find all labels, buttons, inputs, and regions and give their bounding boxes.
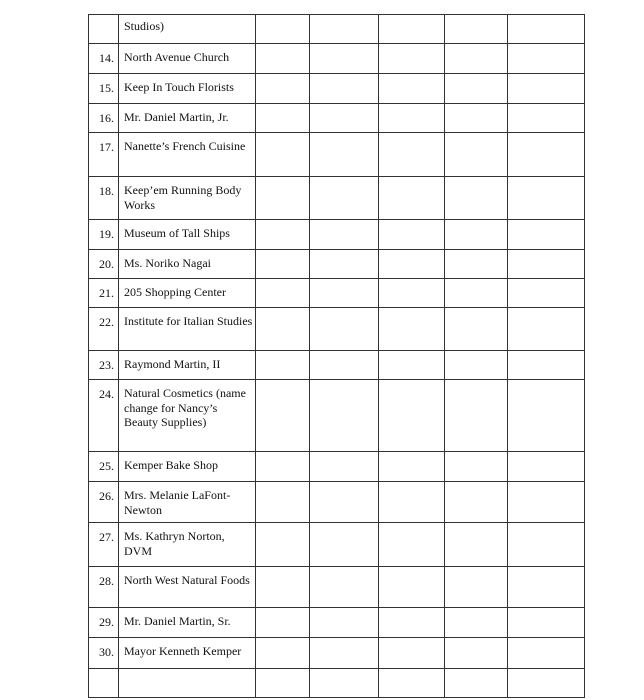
blank-cell	[508, 15, 585, 44]
blank-cell	[379, 133, 445, 177]
blank-cell	[310, 669, 379, 698]
blank-cell	[310, 608, 379, 638]
row-number: 20.	[89, 250, 119, 279]
blank-cell	[445, 351, 508, 380]
blank-cell	[508, 177, 585, 220]
entry-name: Mr. Daniel Martin, Sr.	[119, 608, 256, 638]
blank-cell	[508, 44, 585, 74]
blank-cell	[508, 638, 585, 669]
blank-cell	[256, 452, 310, 482]
blank-cell	[379, 482, 445, 523]
blank-cell	[256, 482, 310, 523]
blank-cell	[379, 638, 445, 669]
row-number: 23.	[89, 351, 119, 380]
blank-cell	[310, 104, 379, 133]
row-number: 14.	[89, 44, 119, 74]
table-row	[89, 351, 585, 380]
row-number: 24.	[89, 380, 119, 452]
blank-cell	[256, 380, 310, 452]
blank-cell	[379, 452, 445, 482]
blank-cell	[379, 15, 445, 44]
table-row	[89, 638, 585, 669]
blank-cell	[508, 220, 585, 250]
blank-cell	[445, 220, 508, 250]
row-number: 22.	[89, 308, 119, 351]
blank-cell	[445, 250, 508, 279]
blank-cell	[445, 482, 508, 523]
row-number: 26.	[89, 482, 119, 523]
blank-cell	[310, 15, 379, 44]
blank-cell	[310, 74, 379, 104]
row-number: 18.	[89, 177, 119, 220]
blank-cell	[379, 220, 445, 250]
blank-cell	[508, 250, 585, 279]
blank-cell	[445, 608, 508, 638]
entry-name: Keep In Touch Florists	[119, 74, 256, 104]
entry-name: 205 Shopping Center	[119, 279, 256, 308]
blank-cell	[379, 279, 445, 308]
entry-name: Kemper Bake Shop	[119, 452, 256, 482]
row-number: 15.	[89, 74, 119, 104]
blank-cell	[379, 44, 445, 74]
blank-cell	[310, 308, 379, 351]
blank-cell	[256, 669, 310, 698]
blank-cell	[310, 380, 379, 452]
blank-cell	[256, 279, 310, 308]
blank-cell	[379, 608, 445, 638]
row-number: 19.	[89, 220, 119, 250]
blank-cell	[310, 452, 379, 482]
blank-cell	[445, 133, 508, 177]
table-row	[89, 279, 585, 308]
blank-cell	[310, 523, 379, 567]
entry-name: Institute for Italian Studies	[119, 308, 256, 351]
table-row	[89, 452, 585, 482]
table-row	[89, 74, 585, 104]
blank-cell	[445, 44, 508, 74]
blank-cell	[379, 380, 445, 452]
blank-cell	[445, 669, 508, 698]
row-number	[89, 15, 119, 44]
blank-cell	[379, 523, 445, 567]
blank-cell	[256, 177, 310, 220]
entry-name: Nanette’s French Cuisine	[119, 133, 256, 177]
blank-cell	[379, 177, 445, 220]
blank-cell	[256, 608, 310, 638]
blank-cell	[445, 279, 508, 308]
blank-cell	[445, 523, 508, 567]
blank-cell	[310, 44, 379, 74]
row-number: 25.	[89, 452, 119, 482]
blank-cell	[379, 567, 445, 608]
blank-cell	[379, 250, 445, 279]
table-row	[89, 669, 585, 698]
row-number: 17.	[89, 133, 119, 177]
blank-cell	[445, 308, 508, 351]
blank-cell	[445, 567, 508, 608]
blank-cell	[256, 308, 310, 351]
entry-name: Keep’em Running Body Works	[119, 177, 256, 220]
row-number: 29.	[89, 608, 119, 638]
entry-name: Mr. Daniel Martin, Jr.	[119, 104, 256, 133]
blank-cell	[256, 220, 310, 250]
blank-cell	[508, 452, 585, 482]
entry-name: Ms. Noriko Nagai	[119, 250, 256, 279]
table-row	[89, 482, 585, 523]
blank-cell	[508, 669, 585, 698]
blank-cell	[445, 15, 508, 44]
blank-cell	[256, 523, 310, 567]
blank-cell	[310, 567, 379, 608]
blank-cell	[256, 44, 310, 74]
filing-table	[88, 14, 585, 698]
blank-cell	[379, 104, 445, 133]
entry-name	[119, 669, 256, 698]
blank-cell	[379, 351, 445, 380]
blank-cell	[508, 308, 585, 351]
table-row	[89, 177, 585, 220]
table-row	[89, 250, 585, 279]
table-row	[89, 44, 585, 74]
blank-cell	[256, 104, 310, 133]
table-row	[89, 608, 585, 638]
blank-cell	[310, 638, 379, 669]
blank-cell	[310, 133, 379, 177]
blank-cell	[256, 15, 310, 44]
table-row	[89, 567, 585, 608]
blank-cell	[256, 351, 310, 380]
blank-cell	[256, 567, 310, 608]
blank-cell	[508, 74, 585, 104]
table-row	[89, 104, 585, 133]
entry-name: Mayor Kenneth Kemper	[119, 638, 256, 669]
blank-cell	[508, 608, 585, 638]
blank-cell	[256, 74, 310, 104]
blank-cell	[256, 250, 310, 279]
blank-cell	[508, 104, 585, 133]
blank-cell	[310, 177, 379, 220]
entry-name: Ms. Kathryn Norton, DVM	[119, 523, 256, 567]
table-row	[89, 308, 585, 351]
entry-name: Studios)	[119, 15, 256, 44]
table-row	[89, 133, 585, 177]
blank-cell	[310, 220, 379, 250]
table-row	[89, 523, 585, 567]
blank-cell	[310, 351, 379, 380]
blank-cell	[508, 567, 585, 608]
blank-cell	[508, 380, 585, 452]
blank-cell	[445, 452, 508, 482]
blank-cell	[445, 638, 508, 669]
entry-name: Museum of Tall Ships	[119, 220, 256, 250]
table-row	[89, 380, 585, 452]
blank-cell	[508, 523, 585, 567]
blank-cell	[310, 482, 379, 523]
blank-cell	[445, 104, 508, 133]
entry-name: North Avenue Church	[119, 44, 256, 74]
blank-cell	[508, 351, 585, 380]
blank-cell	[445, 380, 508, 452]
row-number: 30.	[89, 638, 119, 669]
blank-cell	[508, 133, 585, 177]
blank-cell	[445, 74, 508, 104]
table-row	[89, 15, 585, 44]
entry-name: Raymond Martin, II	[119, 351, 256, 380]
blank-cell	[256, 133, 310, 177]
blank-cell	[379, 74, 445, 104]
blank-cell	[256, 638, 310, 669]
entry-name: Mrs. Melanie LaFont-Newton	[119, 482, 256, 523]
blank-cell	[310, 250, 379, 279]
row-number: 21.	[89, 279, 119, 308]
blank-cell	[508, 482, 585, 523]
entry-name: North West Natural Foods	[119, 567, 256, 608]
row-number: 28.	[89, 567, 119, 608]
entry-name: Natural Cosmetics (name change for Nancy’s Beauty Supplies)	[119, 380, 256, 452]
blank-cell	[445, 177, 508, 220]
table-row	[89, 220, 585, 250]
row-number	[89, 669, 119, 698]
row-number: 16.	[89, 104, 119, 133]
blank-cell	[310, 279, 379, 308]
blank-cell	[379, 669, 445, 698]
row-number: 27.	[89, 523, 119, 567]
blank-cell	[508, 279, 585, 308]
blank-cell	[379, 308, 445, 351]
